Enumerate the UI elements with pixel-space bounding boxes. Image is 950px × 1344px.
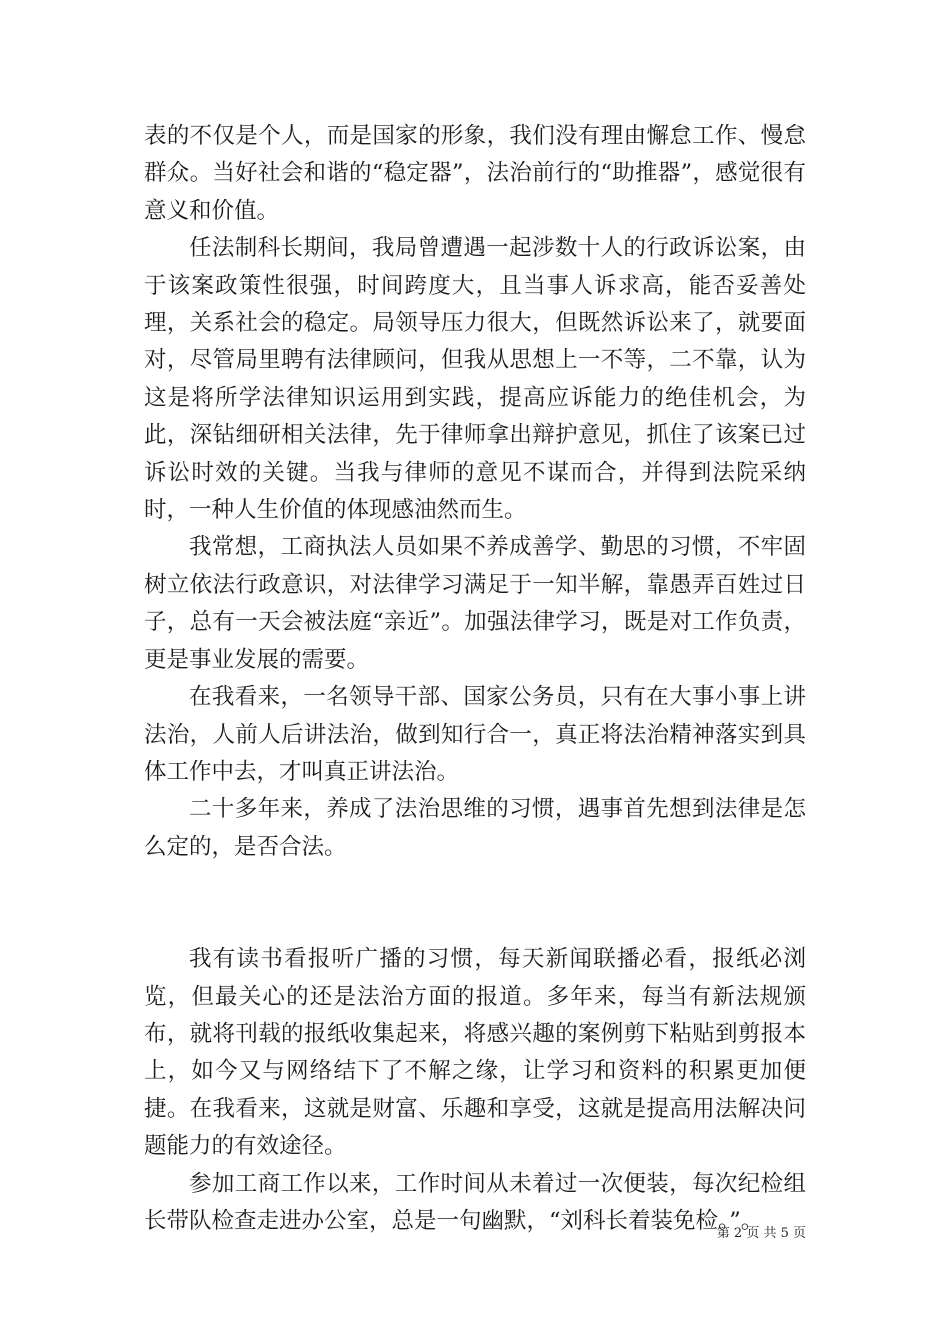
paragraph-reading: 我有读书看报听广播的习惯，每天新闻联播必看，报纸必浏览，但最关心的还是法治方面的报道。多年来，每当有新法规颁布，就将刊载的报纸收集起来，将感兴趣的案例剪下粘贴到剪报本上，如今又与网络结下了不解之缘，让学习和资料的积累更加便捷。在我看来，这就是财富、乐趣和享受，这就是提高用法解决问题能力的有效途径。 (144, 946, 806, 1160)
paragraph-continued: 表的不仅是个人，而是国家的形象，我们没有理由懈怠工作、慢怠群众。当好社会和谐的“稳定器”，法治前行的“助推器”，感觉很有意义和价值。 (144, 123, 806, 224)
paragraph-habits: 我常想，工商执法人员如果不养成善学、勤思的习惯，不牢固树立依法行政意识，对法律学习满足于一知半解，靠愚弄百姓过日子，总有一天会被法庭“亲近”。加强法律学习，既是对工作负责，更是事业发展的需要。 (144, 534, 806, 673)
section-gap (144, 866, 806, 941)
paragraph-lawsuit: 任法制科长期间，我局曾遭遇一起涉数十人的行政诉讼案，由于该案政策性很强，时间跨度大，且当事人诉求高，能否妥善处理，关系社会的稳定。局领导压力很大，但既然诉讼来了，就要面对，尽管局里聘有法律顾问，但我从思想上一不等，二不靠，认为这是将所学法律知识运用到实践，提高应诉能力的绝佳机会，为此，深钻细研相关法律，先于律师拿出辩护意见，抓住了该案已过诉讼时效的关键。当我与律师的意见不谋而合，并得到法院采纳时，一种人生价值的体现感油然而生。 (144, 235, 806, 524)
paragraph-uniform: 参加工商工作以来，工作时间从未着过一次便装，每次纪检组长带队检查走进办公室，总是一句幽默，“刘科长着装免检。”。 (144, 1170, 806, 1234)
paragraph-twenty-years: 二十多年来，养成了法治思维的习惯，遇事首先想到法律是怎么定的，是否合法。 (144, 796, 806, 860)
paragraph-rule-of-law: 在我看来，一名领导干部、国家公务员，只有在大事小事上讲法治，人前人后讲法治，做到知行合一，真正将法治精神落实到具体工作中去，才叫真正讲法治。 (144, 684, 806, 785)
document-body (144, 118, 806, 1240)
page-number-footer: 第 2 页 共 5 页 (716, 1226, 806, 1241)
